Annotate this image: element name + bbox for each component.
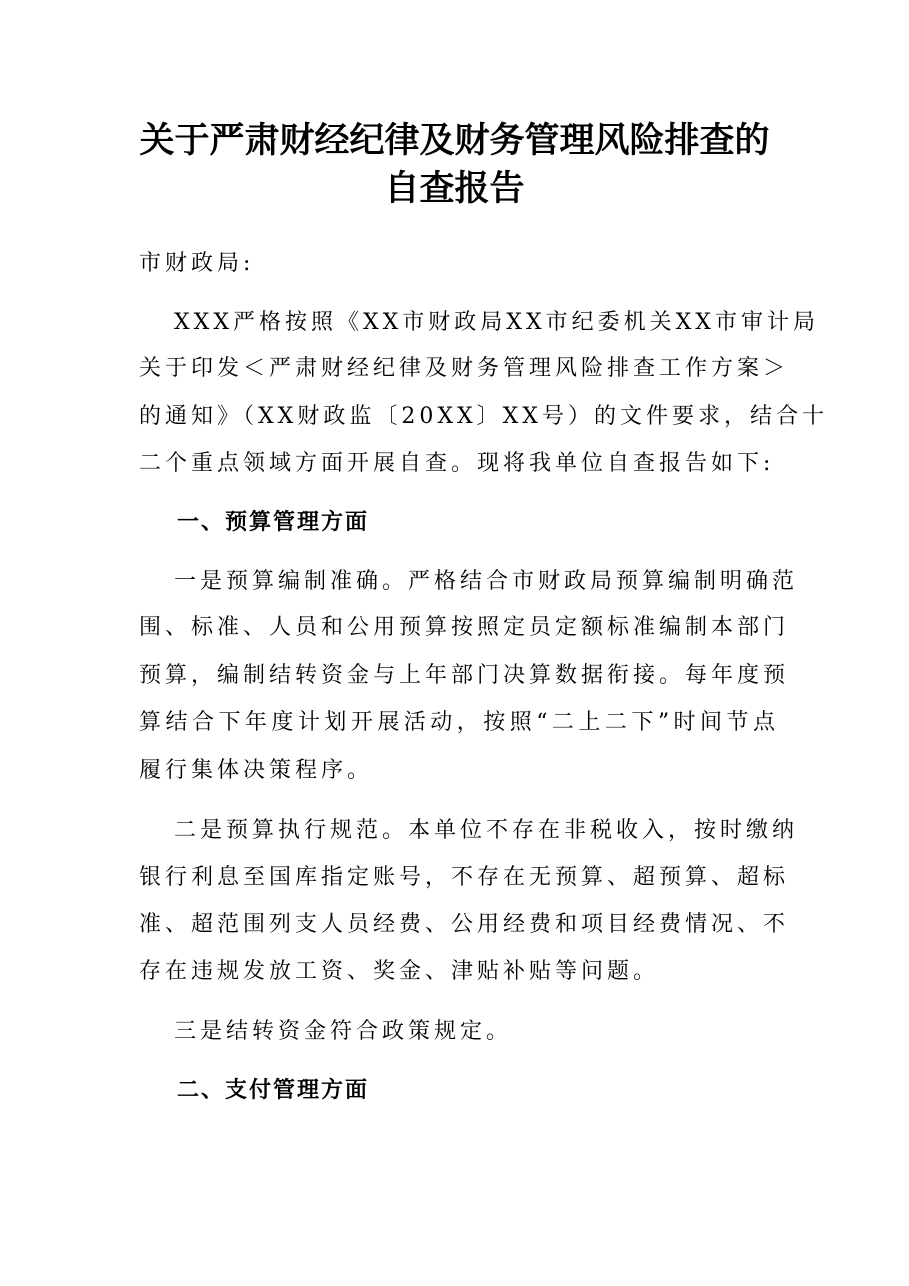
paragraph-1-line-3: 预算，编制结转资金与上年部门决算数据衔接。每年度预 [139,663,790,688]
paragraph-1-line-5: 履行集体决策程序。 [139,758,374,783]
paragraph-2-line-2: 银行利息至国库指定账号，不存在无预算、超预算、超标 [139,865,790,890]
paragraph-2-line-3: 准、超范围列支人员经费、公用经费和项目经费情况、不 [139,912,790,937]
intro-line-2: 关于印发＜严肃财经纪律及财务管理风险排查工作方案＞ [139,356,790,381]
paragraph-2-line-1: 二是预算执行规范。本单位不存在非税收入，按时缴纳 [174,818,799,843]
document-title-line-2: 自查报告 [384,168,525,209]
intro-line-3: 的通知》（XX财政监〔20XX〕XX号）的文件要求，结合十 [139,404,828,429]
paragraph-1-line-2: 围、标准、人员和公用预算按照定员定额标准编制本部门 [139,615,790,640]
section-heading-budget: 一、预算管理方面 [177,510,370,535]
salutation: 市财政局: [139,251,255,276]
paragraph-1-line-4: 算结合下年度计划开展活动，按照“二上二下”时间节点 [139,710,779,735]
document-title-line-1: 关于严肃财经纪律及财务管理风险排查的 [139,120,770,161]
intro-line-4: 二个重点领域方面开展自查。现将我单位自查报告如下: [139,451,775,476]
paragraph-1-line-1: 一是预算编制准确。严格结合市财政局预算编制明确范 [174,569,799,594]
paragraph-2-line-4: 存在违规发放工资、奖金、津贴补贴等问题。 [139,959,660,984]
section-heading-payment: 二、支付管理方面 [177,1078,370,1103]
intro-line-1: XXX严格按照《XX市财政局XX市纪委机关XX市审计局 [174,310,819,335]
paragraph-3-line-1: 三是结转资金符合政策规定。 [174,1019,513,1044]
